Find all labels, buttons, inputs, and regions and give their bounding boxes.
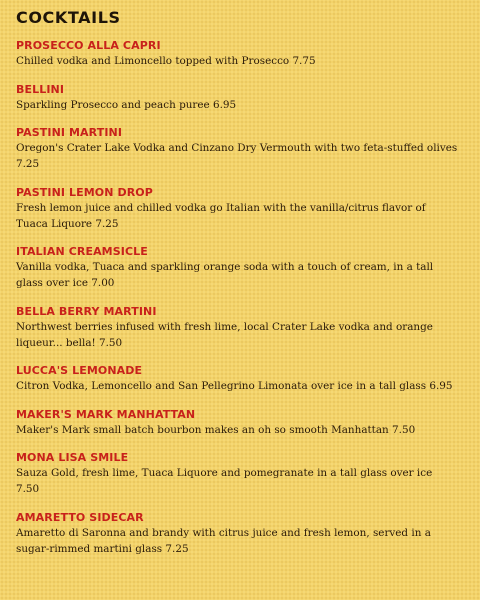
drink-description: Vanilla vodka, Tuaca and sparkling orange soda with a touch of cream, in a tall glass over ice 7.00 (16, 261, 434, 289)
drink-item-pastini-martini (16, 125, 464, 172)
drink-description: Northwest berries infused with fresh lime, local Crater Lake vodka and orange liqueur... bella! 7.50 (16, 320, 433, 349)
drink-description: Sauza Gold, fresh lime, Tuaca Liquore and pomegranate in a tall glass over ice 7.50 (16, 467, 433, 495)
drink-name: MAKER'S MARK MANHATTAN (16, 407, 196, 421)
drink-item-makers-mark-manhattan (16, 407, 464, 438)
drink-name: BELLINI (16, 82, 65, 96)
drink-name: AMARETTO SIDECAR (16, 510, 144, 524)
drink-item-pastini-lemon-drop (16, 185, 464, 232)
section-title: COCKTAILS (16, 8, 121, 27)
drink-description: Amaretto di Saronna and brandy with citrus juice and fresh lemon, served in a sugar-rimmed martini glass 7.25 (16, 526, 431, 555)
drink-item-prosecco-alla-capri (16, 38, 464, 69)
drink-description: Fresh lemon juice and chilled vodka go Italian with the vanilla/citrus flavor of Tuaca Liquore 7.25 (16, 201, 426, 230)
drink-item-mona-lisa-smile (16, 450, 464, 497)
drink-description: Maker's Mark small batch bourbon makes an oh so smooth Manhattan 7.50 (16, 423, 416, 436)
drink-item-luccas-lemonade (16, 363, 464, 394)
drink-description: Citron Vodka, Lemoncello and San Pellegrino Limonata over ice in a tall glass 6.95 (16, 380, 453, 392)
drink-name: ITALIAN CREAMSICLE (16, 245, 148, 258)
drink-item-italian-creamsicle (16, 244, 464, 291)
drink-item-amaretto-sidecar (16, 510, 464, 557)
drink-item-bellini (16, 82, 464, 113)
drink-description: Oregon's Crater Lake Vodka and Cinzano Dry Vermouth with two feta-stuffed olives 7.25 (16, 142, 458, 170)
drink-name: PROSECCO ALLA CAPRI (16, 39, 161, 52)
drink-name: PASTINI MARTINI (16, 126, 123, 139)
drink-item-bella-berry-martini (16, 304, 464, 351)
drink-name: PASTINI LEMON DROP (16, 185, 153, 199)
drink-name: BELLA BERRY MARTINI (16, 304, 157, 318)
drink-description: Sparkling Prosecco and peach puree 6.95 (16, 98, 237, 111)
drink-name: MONA LISA SMILE (16, 451, 129, 464)
drink-description: Chilled vodka and Limoncello topped with Prosecco 7.75 (16, 55, 316, 67)
drink-name: LUCCA'S LEMONADE (16, 364, 143, 377)
